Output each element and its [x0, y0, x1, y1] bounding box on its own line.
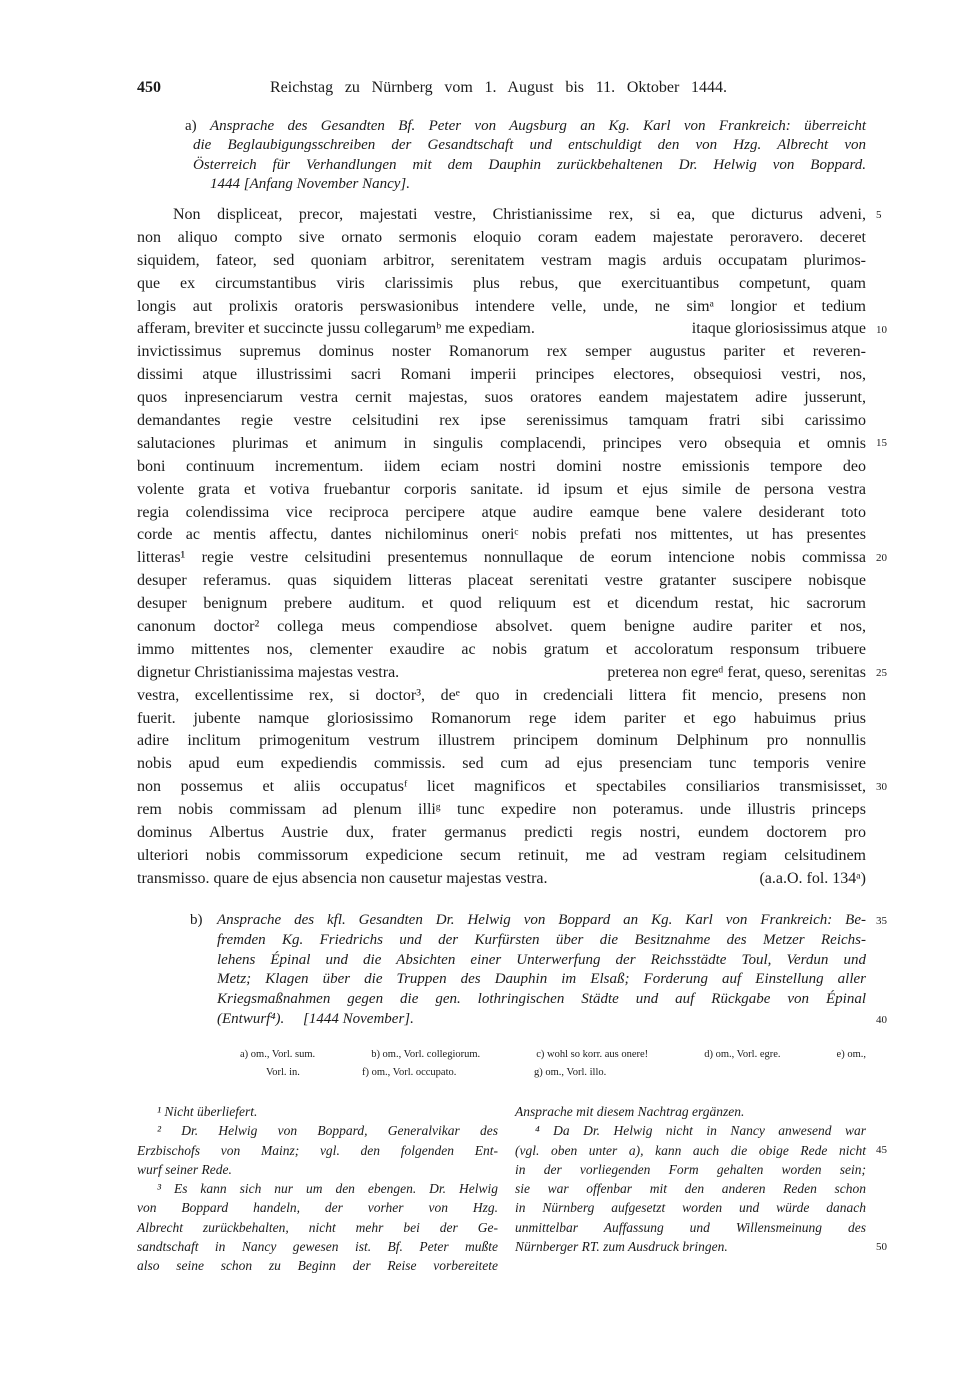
page-number: 450 [137, 79, 161, 96]
body-line: desuper referamus. quas siquidem litteras placeat serenitati vestre gratanter suscipere nobisque [137, 572, 866, 590]
apparatus-note: e) om., [836, 1049, 866, 1060]
footnote-line: ² Dr. Helwig von Boppard, Generalvikar des [157, 1123, 498, 1139]
body-line: rem nobis commissam ad plenum illiᵍ tunc expedire non poteramus. unde illustris princeps [137, 801, 866, 819]
heading-line: die Beglaubigungsschreiben der Gesandtschaft und entschuldigt den von Hzg. Albrecht von [193, 137, 866, 154]
line-number: 30 [876, 781, 887, 793]
body-line: volente grata et votiva fruebantur corporis sanitate. id ipsum et ejus simile de persona vestra [137, 480, 866, 498]
body-line: litteras¹ regie vestre celsitudini presentemus nonnullaque de eorum intencione nobis commissa [137, 549, 866, 567]
heading-line: Kriegsmaßnahmen gegen die gen. lothringischen Städte und auf Rückgabe von Épinal [217, 991, 866, 1008]
body-line-part: transmisso. quare de ejus absencia non causetur majestas vestra. [137, 869, 548, 887]
section-b-heading [217, 911, 866, 1030]
footnote-line: sandtschaft in Nancy gewesen ist. Bf. Peter mußte [137, 1239, 498, 1255]
footnote-line: wurf seiner Rede. [137, 1161, 232, 1177]
body-line: non aliquo compto sive ornato sermonis eloquio coram eadem majestate peroravero. deceret [137, 228, 866, 246]
line-number: 40 [876, 1014, 887, 1026]
line-number: 35 [876, 915, 887, 927]
running-title: Reichstag zu Nürnberg vom 1. August bis 11. Oktober 1444. [270, 79, 727, 96]
apparatus-note: f) om., Vorl. occupato. [362, 1067, 457, 1078]
body-line: salutaciones plurimas et animum in singulis complacendi, principes vero obsequia et omnis [137, 434, 866, 452]
section-a-body [137, 204, 866, 891]
body-line: fuerit. jubente namque gloriosissimo Romanorum rege idem pariter et ego habuimus prius [137, 709, 866, 727]
line-number: 20 [876, 552, 887, 564]
body-line-part: dignetur Christianissima majestas vestra. [137, 663, 400, 681]
body-line [137, 318, 866, 341]
body-line [137, 868, 866, 891]
body-line: longis aut prolixis oratoris perswasionibus intendere velle, unde, ne simᵃ longior et tedium [137, 297, 866, 315]
section-a-heading [193, 117, 866, 195]
line-number: 10 [876, 324, 887, 336]
body-line: boni continuum incrementum. iidem eciam nostri domini nostre emissionis tempore deo [137, 457, 866, 475]
footnote-line: ⁴ Da Dr. Helwig nicht in Nancy anwesend war [535, 1123, 866, 1139]
body-line: ulteriori nobis commissorum expedicione secum retinuit, me ad vestram regiam celsitudinem [137, 846, 866, 864]
body-line: Non displiceat, precor, majestati vestre, Christianissime rex, si ea, que dicturus adveni, [173, 206, 866, 223]
body-line: immo mittentes nos, clementer exaudire ac nobis gratum et accoloratum responsum tribuere [137, 640, 866, 658]
apparatus-note: b) om., Vorl. collegiorum. [371, 1049, 481, 1060]
apparatus-line [240, 1046, 866, 1064]
apparatus-note: Vorl. in. [266, 1067, 300, 1078]
body-line: vestra, excellentissime rex, si doctor³, deᵉ quo in credenciali littera fit mencio, presens non [137, 686, 866, 704]
apparatus-note: c) wohl so korr. aus onere! [536, 1049, 649, 1060]
footnote-line: unmittelbar Auffassung und Willensmeinung des [515, 1219, 866, 1235]
body-line: non possemus et aliis occupatusᶠ licet magnificos et spectabiles consiliarios transmisisset, [137, 778, 866, 796]
footnote-line: Erzbischofs von Mainz; vgl. den folgenden Ent- [137, 1142, 498, 1158]
heading-line: Ansprache des kfl. Gesandten Dr. Helwig von Boppard an Kg. Karl von Frankreich: Be- [217, 912, 866, 928]
source-reference: (a.a.O. fol. 134ᵃ) [759, 869, 866, 887]
line-number: 25 [876, 667, 887, 679]
footnote-line: Nürnberger RT. zum Ausdruck bringen. [515, 1239, 728, 1255]
footnote-line: ³ Es kann sich nur um den ebengen. Dr. Helwig [157, 1181, 498, 1197]
footnote-line: (vgl. oben unter a), kann auch die obige Rede nicht [515, 1142, 866, 1158]
line-number: 5 [876, 209, 882, 221]
apparatus-note: a) om., Vorl. sum. [240, 1049, 316, 1060]
body-line [137, 662, 866, 685]
line-number: 15 [876, 437, 887, 449]
section-b-label: b) [190, 912, 203, 928]
footnote-line: ¹ Nicht überliefert. [157, 1104, 258, 1119]
line-number: 50 [876, 1241, 887, 1253]
body-line: regia colendissima vice reciproca percipere atque audire eamque bene valere desiderant toto [137, 503, 866, 521]
heading-line: 1444 [Anfang November Nancy]. [210, 176, 410, 193]
body-line: demandantes regie vestre celsitudini rex ipse serenissimus tamquam fratri sibi carissimo [137, 412, 866, 430]
footnote-line: also seine schon zu Beginn der Reise vorbereitete [137, 1258, 498, 1274]
body-line: dissimi atque illustrissimi sacri Romani imperii principes electores, obsequiosi vestri, nos, [137, 366, 866, 384]
apparatus-note: g) om., Vorl. illo. [534, 1067, 607, 1078]
footnote-line: in der vorliegenden Form gehalten worden sein; [515, 1161, 866, 1177]
body-line: invictissimus supremus dominus noster Romanorum rex semper augustus pariter et reveren- [137, 343, 866, 361]
footnote-line: Ansprache mit diesem Nachtrag ergänzen. [515, 1104, 745, 1119]
body-line: canonum doctor² collega meus compendiose absolvet. quem benigne audire pariter et nos, [137, 618, 866, 636]
body-line-part: afferam, breviter et succincte jussu collegarumᵇ me expediam. [137, 320, 535, 338]
body-line: desuper benignum prebere auditum. et quod reliquum est et dicendum restat, hic sacrorum [137, 595, 866, 613]
body-line: nobis apud eum expediendis commissis. sed cum ad ejus presenciam tunc temporis venire [137, 755, 866, 773]
body-line: dominus Albertus Austrie dux, frater germanus predicti regis nostri, eundem doctorem pro [137, 824, 866, 842]
apparatus-note: d) om., Vorl. egre. [704, 1049, 781, 1060]
body-line: que ex circumstantibus viris clarissimis plus rebus, que exercituantibus competunt, quam [137, 274, 866, 292]
heading-line: Metz; Klagen über die Truppen des Dauphin im Elsaß; Forderung auf Einstellung aller [217, 971, 866, 988]
footnotes-left-column [137, 1102, 498, 1276]
heading-line: fremden Kg. Friedrichs und der Kurfürsten über die Besitznahme des Metzer Reichs- [217, 931, 866, 948]
body-line: corde ac mentis affectu, dantes nichilominus oneriᶜ nobis prefati nos mittentes, ut has presentes [137, 526, 866, 544]
heading-line: (Entwurf⁴). [1444 November]. [217, 1010, 414, 1027]
body-line: siquidem, fateor, sed quoniam arbitror, serenitatem vestram magis arduis occupatam plurimos- [137, 251, 866, 269]
heading-line: Ansprache des Gesandten Bf. Peter von Augsburg an Kg. Karl von Frankreich: überreicht [210, 118, 866, 134]
body-line-part: itaque gloriosissimus atque [691, 320, 866, 338]
footnote-line: Albrecht zurückbehalten, nicht mehr bei der Ge- [137, 1219, 498, 1235]
body-line-part: preterea non egreᵈ ferat, queso, serenitas [607, 663, 866, 681]
heading-line: lehens Épinal und die Absichten einer Unterwerfung der Reichsstädte Toul, Verdun und [217, 951, 866, 968]
line-number: 45 [876, 1144, 887, 1156]
footnotes-right-column [515, 1102, 866, 1256]
heading-line: Österreich für Verhandlungen mit dem Dauphin zurückbehaltenen Dr. Helwig von Boppard. [193, 156, 866, 173]
section-a-label: a) [185, 118, 197, 134]
footnote-line: von Boppard handeln, der vorher von Hzg. [137, 1200, 498, 1216]
body-line: quos inpresenciarum vestra cernit majestas, suos oratores eandem majestatem adire jusserunt, [137, 389, 866, 407]
body-line: adire inclitum primogenitum vestrum illustrem principem dominum Delphinum pro nonnullis [137, 732, 866, 750]
footnote-line: sie war offenbar mit den anderen Reden schon [515, 1181, 866, 1197]
footnote-line: in Nürnberg aufgesetzt worden und würde danach [515, 1200, 866, 1216]
